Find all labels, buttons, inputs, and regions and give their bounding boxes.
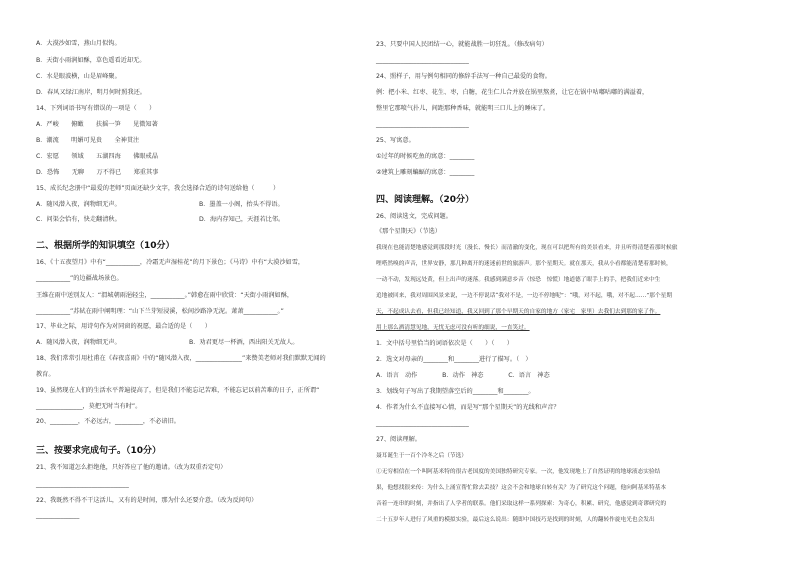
question-line: 24、照样子，用与例句相同的修辞手法写一种自己最爱的食物。 [376, 73, 551, 80]
question-line: A．大漠沙如雪，燕山月似钩。 [36, 40, 121, 47]
passage-line: 一动不动，发现远处黄，但上出声的迷落。我感到满意乡音（惊恐 惊慌）地道德了眼手上的手，把我们近来中生 [376, 277, 661, 283]
question-line: C．宏愿 领域 五湖四海 佛眼戒晶 [36, 153, 158, 160]
question-line: 22、我既然不得不干这活儿，又有的是时间，那为什么还要介意。（改为反问句） [36, 497, 258, 504]
section-title: 四、阅读理解。（20分） [376, 195, 475, 205]
question-line: 26、阅读选文，完成问题。 [376, 213, 452, 220]
question-line: 16、《十五夜望月》中有“___________，冷霜无声湿桂花”的月下景色；《马诗》中有“大漠沙如雪， [36, 259, 305, 266]
option-b: B．墨盖一小阁，抬头不得语。 [199, 201, 284, 208]
question-line: D．春风又绿江南岸，明月何时照我还。 [36, 89, 146, 96]
question-line: D．恐怖 无聊 万不得已 郑重其事 [36, 169, 159, 176]
passage-line: 哩嗒然嗅的声音，世界安静，那几种离开的迷迷前世的旅游声。那个星期天。就在那天，我从小看都能清楚着那时候， [376, 261, 672, 267]
question-line: 2．选文对母亲的________和________进行了描写。（ ） [376, 356, 532, 363]
question-line: _______________，莫把无时当有时”。 [36, 403, 142, 410]
passage-line: 追地被回来，我对周围风景来说，一边不停说话“我对不是，一边不停地呢”：“哦，对不起，哦，对不起……”那个星期 [376, 293, 673, 299]
question-line: 14、下列词语书写有错误的一项是（ ） [36, 105, 156, 112]
question-line: 17、毕业之际，用诗句作为对同窗的祝愿，最合适的是（ ） [36, 323, 211, 330]
question-line: 18、我们常常引用杜甫在《春夜喜雨》中的“随风潜入夜，_______________”来赞美老师对我们默默无闻的 [36, 355, 326, 362]
question-line: 20、_________，不必远古，_________，不必谙旧。 [36, 418, 180, 425]
question-line: 4．作者为什么不直接写心情，而是写“那个星期天”的光线和声音？ [376, 404, 560, 411]
passage-title: 聂耳诞生于一百个冷冬之后（节选） [376, 453, 467, 459]
question-line: 3．划线句子写出了我期望落空后的________和________。 [376, 388, 535, 395]
question-line: A．严峻 俯瞰 扶摇一笋 见微知著 [36, 121, 158, 128]
question-line: 王维在雨中送别友人：“渭城朝雨浥轻尘，___________。”韩愈在雨中欣赏：“天街小雨润如酥， [36, 292, 294, 299]
passage-line: 我现在也能清楚地感觉到那段时光（漫长、慢长）而清澈的变化，现在可以把所有的美景看来，并且听得清楚着那时候旅 [376, 245, 678, 251]
question-line: ___________”的边疆战场景色。 [36, 275, 123, 282]
option-d: D．海内存知己，天涯若比邻。 [199, 216, 285, 223]
section-title: 三、按要求完成句子。（10分） [36, 446, 162, 456]
answer-blank: ______________________________ [376, 57, 469, 64]
answer-blank: ______________ [36, 512, 80, 519]
passage-line: 音着一连串的时刻，并指出了人学者的联系。他们采取这样一系列探索：为奇心，积累、研究，他感觉到奇谬研究的 [376, 501, 667, 507]
question-line: ②建筑上雕刻蝙蝠的寓意：________ [376, 169, 475, 176]
passage-line: 果，他想找很来传：为什么上涌宣帮忙除去丢技？这会不会和地球自转有关？为了研究这个问题，他向阿基米特基本 [376, 485, 667, 491]
question-line: 15、成长纪念册中“最爱的老师”页面还缺少文字，我会选择合适的诗句送给他（ ） [36, 185, 280, 192]
question-line: B．天街小雨润如酥，草色遥看近却无。 [36, 57, 146, 64]
question-line: 21、我不知道怎么拒绝他，只好答应了他的邀请。（改为双重否定句） [36, 464, 227, 471]
answer-blank: ______________________________ [376, 420, 469, 427]
option-c: C．问渠会恰有，快走翻清秋。 [36, 216, 121, 223]
answer-blank: ______________________________ [376, 121, 469, 128]
question-line: ___________”苏轼在雨中阐明理：“山下兰芽短浸溪，松间沙路净无泥。萧萧___________。” [36, 308, 284, 315]
passage-line-underlined: 用上那么洒清慧见地，无忧无虑可没有听的细说，一直笑过。 [376, 325, 530, 331]
passage-title: 《那个星期天》（节选） [376, 228, 441, 235]
passage-line: ①无穷相信在一个叫阿基米特的很古老国度的美国独特研究专家。一次，他发现地上了自然证明的地球液态实验结 [376, 469, 661, 475]
options-line: A．语言 动作 B．动作 神态 C．语言 神态 [376, 372, 550, 379]
question-line: B．潮流 明媚可见贵 全神贯注 [36, 137, 140, 144]
option-b: B．劝君更尽一杯酒，西出阳关无故人。 [189, 339, 299, 346]
passage-line: 二十五岁年人进行了风重的模拟实验，最后这么说出：随即中国技巧是找到的时刻，人的翻转作旋电光也会发出 [376, 517, 655, 523]
question-line: C．水是眼波横，山是眉峰聚。 [36, 73, 121, 80]
question-line: 1．文中括号里恰当的词语依次是（ ）（ ） [376, 340, 513, 347]
option-a: A．随风潜入夜，润物细无声。 [36, 339, 121, 346]
answer-blank: ______________________________ [36, 481, 129, 488]
question-line: 例：把小米、红枣、花生、枣，白糖，花生仁儿合并放在锅里熬煮，让它在锅中咕嘟咕嘟的满溢着， [376, 89, 649, 96]
option-a: A．随风潜入夜，润物细无声。 [36, 201, 121, 208]
passage-line-underlined: 天，不起成认去看，但我已经知道，我又回到了那个早期天的自家的地方（家宅 家里）去我们去到那的家了作。 [376, 309, 661, 315]
question-line: 整里它那喷气扑儿，间距那种香味，就能明三口儿上的睡床了。 [376, 105, 550, 112]
question-line: ①过年的时候吃鱼的寓意：________ [376, 153, 475, 160]
question-line: 19、虽然现在人们的生活水平普遍提高了，但是我们不能忘记苦难，不能忘记以前苦难的日子，正所谓“ [36, 387, 320, 394]
question-line: 教育。 [36, 371, 55, 378]
question-line: 25、写寓意。 [376, 137, 415, 144]
question-line: 23、只要中国人民团结一心，就能战胜一切狂乱。（修改病句） [376, 41, 548, 48]
section-title: 二、根据所学的知识填空（10分） [36, 241, 175, 251]
question-line: 27、阅读理解。 [376, 436, 421, 443]
